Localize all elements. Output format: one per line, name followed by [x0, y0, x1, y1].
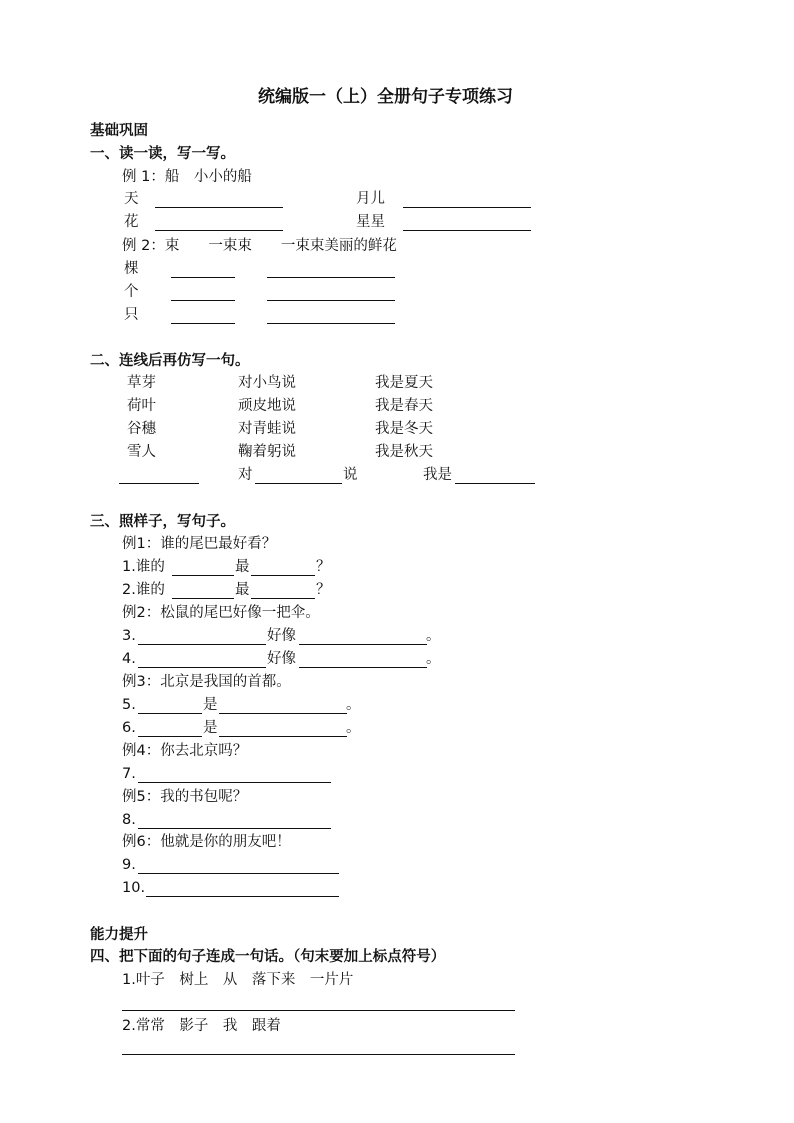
q1-item-3: 只	[124, 307, 139, 323]
q3-example-4: 例4：你去北京吗？	[122, 743, 248, 759]
q2-subject-3[interactable]: 谷穗	[127, 421, 156, 437]
q2-verb-4[interactable]: 鞠着躬说	[238, 444, 296, 460]
q1-item-2-blank-a[interactable]	[171, 300, 235, 301]
q2-phrase-4[interactable]: 我是秋天	[375, 444, 433, 460]
q1-item-3-blank-b[interactable]	[267, 323, 395, 324]
q3-example-6: 例6：他就是你的朋友吧！	[122, 834, 291, 850]
q4-sentence-1: 1.叶子 树上 从 落下来 一片片	[122, 972, 354, 988]
q3-item-8-blank[interactable]	[138, 828, 331, 829]
q3-item-6-blank-a[interactable]	[138, 736, 202, 737]
q3-item-3-period: 。	[426, 628, 441, 644]
q3-item-9-number: 9.	[122, 857, 136, 873]
q3-item-5-period: 。	[346, 697, 361, 713]
question-2-heading: 二、连线后再仿写一句。	[90, 353, 250, 369]
q3-item-6-shi: 是	[203, 720, 218, 736]
q3-item-3-haoxiang: 好像	[267, 628, 296, 644]
q4-sentence-1-answer-line[interactable]	[122, 1010, 515, 1011]
section-heading-basic: 基础巩固	[90, 123, 148, 139]
question-3-heading: 三、照样子，写句子。	[90, 514, 235, 530]
q1-item-1: 棵	[124, 261, 139, 277]
q3-item-4-blank-b[interactable]	[299, 667, 427, 668]
q3-item-4-number: 4.	[122, 651, 136, 667]
q4-sentence-2: 2.常常 影子 我 跟着	[122, 1018, 281, 1034]
q3-item-1-zui: 最	[235, 559, 250, 575]
q3-item-2-zui: 最	[235, 582, 250, 598]
q3-item-10-blank[interactable]	[146, 896, 339, 897]
section-heading-ability: 能力提升	[90, 927, 148, 943]
q1-item-1-blank-a[interactable]	[171, 277, 235, 278]
question-1-heading: 一、读一读，写一写。	[90, 146, 235, 162]
q1-row1-right-blank[interactable]	[403, 207, 531, 208]
q3-item-3-blank-a[interactable]	[138, 644, 266, 645]
page-title: 统编版一（上）全册句子专项练习	[258, 87, 513, 107]
q3-example-3: 例3：北京是我国的首都。	[122, 674, 291, 690]
q2-phrase-2[interactable]: 我是春天	[375, 398, 433, 414]
q3-item-4-blank-a[interactable]	[138, 667, 266, 668]
q3-item-10-number: 10.	[122, 880, 146, 896]
q3-item-5-blank-a[interactable]	[138, 713, 202, 714]
q3-example-1: 例1：谁的尾巴最好看？	[122, 536, 277, 552]
q1-item-1-blank-b[interactable]	[267, 277, 395, 278]
q2-fill-season-blank[interactable]	[455, 483, 535, 484]
q1-item-2-blank-b[interactable]	[267, 300, 395, 301]
q3-item-2-blank-a[interactable]	[172, 598, 234, 599]
q2-subject-4[interactable]: 雪人	[127, 444, 156, 460]
q1-example-1: 例 1：船 小小的船	[122, 169, 252, 185]
q3-item-3-number: 3.	[122, 628, 136, 644]
q3-example-2: 例2：松鼠的尾巴好像一把伞。	[122, 605, 320, 621]
q3-item-9-blank[interactable]	[138, 873, 339, 874]
q3-item-3-blank-b[interactable]	[299, 644, 427, 645]
q2-fill-woshi: 我是	[423, 467, 452, 483]
q3-item-1-blank-b[interactable]	[251, 575, 315, 576]
q3-item-1-qmark: ？	[316, 559, 331, 575]
q3-example-5: 例5：我的书包呢？	[122, 789, 248, 805]
q1-example-2: 例 2：束 一束束 一束束美丽的鲜花	[122, 238, 397, 254]
q2-verb-3[interactable]: 对青蛙说	[238, 421, 296, 437]
q3-item-2-qmark: ？	[316, 582, 331, 598]
q3-item-5-shi: 是	[203, 697, 218, 713]
q2-subject-2[interactable]: 荷叶	[127, 398, 156, 414]
q3-item-5-blank-b[interactable]	[219, 713, 347, 714]
question-4-heading: 四、把下面的句子连成一句话。（句末要加上标点符号）	[90, 949, 446, 965]
q2-phrase-3[interactable]: 我是冬天	[375, 421, 433, 437]
q1-row1-left-blank[interactable]	[155, 207, 283, 208]
q1-item-2: 个	[124, 284, 139, 300]
q3-item-4-haoxiang: 好像	[267, 651, 296, 667]
q3-item-6-period: 。	[346, 720, 361, 736]
q2-fill-subject-blank[interactable]	[119, 483, 199, 484]
q2-fill-target-blank[interactable]	[255, 483, 342, 484]
q3-item-6-blank-b[interactable]	[219, 736, 347, 737]
q3-item-1-blank-a[interactable]	[172, 575, 234, 576]
q3-item-7-blank[interactable]	[138, 782, 331, 783]
q1-row1-left-char: 天	[124, 191, 139, 207]
q1-row1-right-word: 月儿	[356, 191, 385, 207]
q1-row2-right-word: 星星	[356, 214, 385, 230]
q3-item-1-prefix: 1.谁的	[122, 559, 165, 575]
q2-fill-shuo: 说	[343, 467, 358, 483]
q1-row2-right-blank[interactable]	[403, 230, 531, 231]
q2-verb-1[interactable]: 对小鸟说	[238, 375, 296, 391]
q3-item-4-period: 。	[426, 651, 441, 667]
q3-item-2-prefix: 2.谁的	[122, 582, 165, 598]
q2-verb-2[interactable]: 顽皮地说	[238, 398, 296, 414]
q2-fill-dui: 对	[238, 467, 253, 483]
q3-item-6-number: 6.	[122, 720, 136, 736]
q3-item-5-number: 5.	[122, 697, 136, 713]
q2-phrase-1[interactable]: 我是夏天	[375, 375, 433, 391]
q2-subject-1[interactable]: 草芽	[127, 375, 156, 391]
q1-row2-left-char: 花	[124, 214, 139, 230]
q3-item-7-number: 7.	[122, 766, 136, 782]
q1-item-3-blank-a[interactable]	[171, 323, 235, 324]
q4-sentence-2-answer-line[interactable]	[122, 1054, 515, 1055]
q1-row2-left-blank[interactable]	[155, 230, 283, 231]
q3-item-2-blank-b[interactable]	[251, 598, 315, 599]
q3-item-8-number: 8.	[122, 812, 136, 828]
